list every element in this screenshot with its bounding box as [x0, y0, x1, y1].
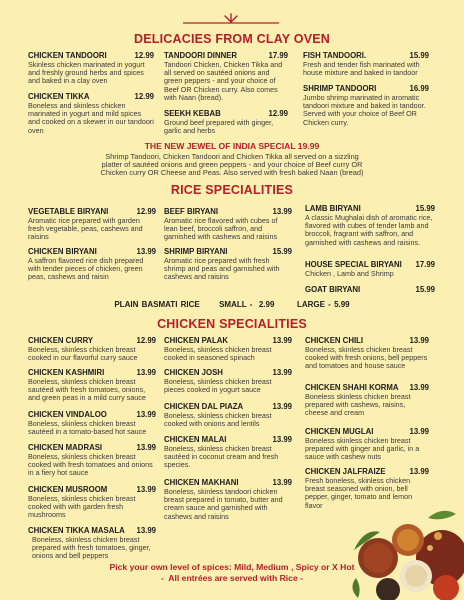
- section-header-rice: RICE SPECIALITIES: [170, 183, 294, 197]
- special-title: THE NEW JEWEL OF INDIA SPECIAL 19.99: [144, 141, 320, 151]
- menu-item: CHICKEN TIKKA 12.99 Boneless and skinless chicken marinated in yogurt and mild spices and cooked on a skewer in our tandoori oven: [28, 92, 154, 135]
- footer-served-with-rice: - All entrées are served with Rice -: [160, 573, 303, 583]
- menu-item: FISH TANDOORI. 15.99 Fresh and tender fish marinated with house mixture and baked in tandoor: [303, 51, 429, 78]
- menu-item: CHICKEN JALFRAIZE 13.99 Fresh boneless, skinless chicken breast seasoned with onion, bell pepper, ginger, tomato and lemon flavor: [305, 467, 429, 510]
- menu-item: VEGETABLE BIRYANI 12.99 Aromatic rice prepared with garden fresh vegetable, peas, cashews and raisins: [28, 207, 156, 242]
- special-desc-line: Shrimp Tandoori, Chicken Tandoori and Chicken Tikka all served on a sizzling: [105, 152, 359, 161]
- menu-item: TANDOORI DINNER 17.99 Tandoori Chicken, Chicken Tikka and all served on sautéed onions and green peppers - and your choice of Beef OR Chicken curry. Also comes with Naan (bread).: [164, 51, 288, 102]
- menu-item: CHICKEN VINDALOO 13.99 Boneless, skinless chicken breast sautéed in a tomato-based hot sauce: [28, 410, 156, 437]
- footer-spice-level: Pick your own level of spices: Mild, Medium , Spicy or X Hot: [109, 562, 355, 572]
- menu-item: GOAT BIRYANI 15.99: [305, 285, 435, 294]
- section-header-clay-oven: DELICACIES FROM CLAY OVEN: [134, 32, 330, 46]
- section-header-chicken: CHICKEN SPECIALITIES: [157, 317, 307, 331]
- menu-item: SHRIMP BIRYANI 15.99 Aromatic rice prepared with fresh shrimp and peas and garnished with cashews and raisins: [164, 247, 292, 282]
- menu-item: CHICKEN CURRY 12.99 Boneless, skinless chicken breast cooked in our flavorful curry sauce: [28, 336, 156, 363]
- special-desc-line: Chicken curry OR Cheese and Peas. Also served with fresh baked Naan (bread): [100, 168, 364, 177]
- menu-item: CHICKEN CHILI 13.99 Boneless, skinless chicken breast cooked with fresh onions, bell peppers and tomatoes and house sauce: [305, 336, 429, 371]
- menu-item: CHICKEN PALAK 13.99 Boneless, skinless chicken breast cooked in seasoned spinach: [164, 336, 292, 363]
- menu-item: HOUSE SPECIAL BIRYANI 17.99 Chicken , Lamb and Shrimp: [305, 260, 435, 278]
- menu-item: LAMB BIRYANI 15.99 A classic Mughalai dish of aromatic rice, flavored with cubes of tender lamb and broccoli, fragrant with saffron, and garnished with cashews and raisins.: [305, 204, 435, 247]
- ornament-divider: [181, 12, 281, 26]
- spices-image: [346, 488, 464, 600]
- menu-item: CHICKEN TIKKA MASALA 13.99 Boneless, skinless chicken breast prepared with fresh tomatoes, ginger, onions and bell peppers: [28, 526, 156, 561]
- menu-item: CHICKEN MALAI 13.99 Boneless, skinless chicken breast sautéed in coconut cream and fresh species.: [164, 435, 292, 470]
- menu-item: CHICKEN TANDOORI 12.99 Skinless chicken marinated in yogurt and freshly ground herbs and spices and baked in a clay oven: [28, 51, 154, 86]
- menu-item: CHICKEN BIRYANI 13.99 A saffron flavored rice dish prepared with tender pieces of chicken, green peas, cashews and raisin: [28, 247, 156, 282]
- plain-basmati-rice: PLAIN BASMATI RICE SMALL - 2.99 LARGE - 5.99: [114, 300, 350, 309]
- menu-item: CHICKEN KASHMIRI 13.99 Boneless, skinless chicken breast sautéed with fresh tomatoes, onions, and green peas in a mild curry sauce: [28, 368, 156, 403]
- menu-item: CHICKEN MUSROOM 13.99 Boneless, skinless chicken breast cooked with with garden fresh mushrooms: [28, 485, 156, 520]
- menu-item: CHICKEN SHAHI KORMA 13.99 Boneless skinless chicken breast prepared with cashews, raisins, cheese and cream: [305, 383, 429, 418]
- menu-item: CHICKEN DAL PIAZA 13.99 Boneless, skinless chicken breast cooked with onions and lentils: [164, 402, 292, 429]
- special-desc-line: platter of sautéed onions and green peppers - and your choice of Beef curry OR: [101, 160, 363, 169]
- menu-item: BEEF BIRYANI 13.99 Aromatic rice flavored with cubes of lean beef, broccoli saffron, and garnished with cashews and raisins: [164, 207, 292, 242]
- menu-item: CHICKEN MAKHANI 13.99 Boneless, skinless tandoori chicken breast prepared in tomato, butter and cream sauce and garnished with cashews and raisins: [164, 478, 292, 521]
- menu-item: SHRIMP TANDOORI 16.99 Jumbo shrimp marinated in aromatic tandoori mixture and baked in tandoor. Served with your choice of Beef OR Chicken curry.: [303, 84, 429, 127]
- menu-item: SEEKH KEBAB 12.99 Ground beef prepared with ginger, garlic and herbs: [164, 109, 288, 136]
- menu-item: CHICKEN MUGLAI 13.99 Boneless skinless chicken breast prepared with ginger and garlic, in a sauce with cashew nuts: [305, 427, 429, 462]
- menu-item: CHICKEN JOSH 13.99 Boneless, skinless chicken breast pieces cooked in yogurt sauce: [164, 368, 292, 395]
- menu-item: CHICKEN MADRASI 13.99 Boneless, skinless chicken breast cooked with fresh tomatoes and onions in a fiery hot sauce: [28, 443, 156, 478]
